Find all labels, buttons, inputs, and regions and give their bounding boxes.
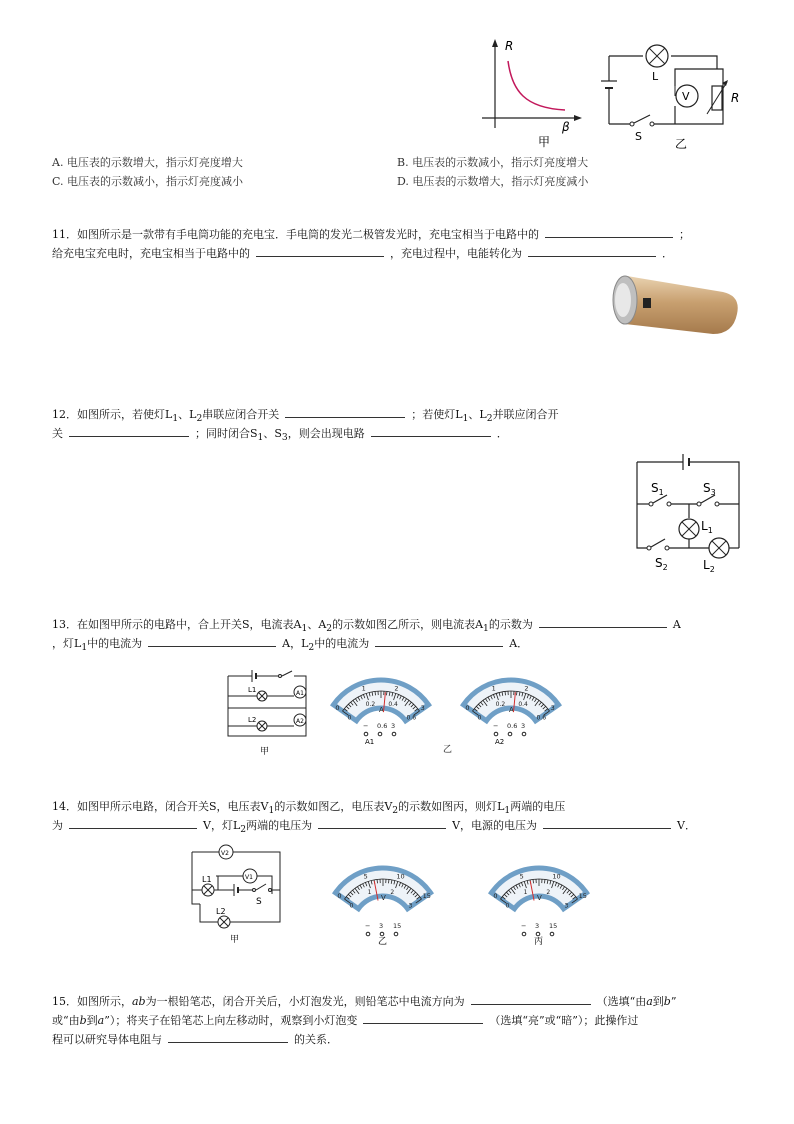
q14-circuit-v2-label: V2 [221,850,229,857]
q10-circuit-figure [595,36,745,151]
svg-text:0: 0 [349,902,354,910]
q11-line1: 11．如图所示是一款带有手电筒功能的充电宝．手电筒的发光二极管发光时，充电宝相当于电路中的 ； [52,225,690,245]
graph-axis-x-label: β [562,120,570,134]
q13-circuit-l2-label: L2 [248,716,257,724]
q15-blank-1[interactable] [471,992,591,1005]
q13-caption-yi: 乙 [443,745,453,755]
q12-line2: 关 ；同时闭合$S_1$、$S_3$，则会出现电路 ． [52,424,508,448]
ammeter-a1-name: A1 [365,738,375,746]
q11-blank-3[interactable] [528,244,656,257]
q13-circuit-a1-label: A1 [296,690,304,697]
svg-text:1: 1 [367,888,372,896]
svg-text:3: 3 [391,722,396,730]
q14-circuit-l2-label: L2 [216,907,226,916]
q14-voltmeter-yi [322,848,444,948]
svg-text:0.6: 0.6 [507,722,518,730]
svg-text:0.6: 0.6 [536,714,547,722]
svg-text:3: 3 [420,704,425,713]
svg-text:0.4: 0.4 [518,700,528,708]
q14-circuit-figure [188,842,288,950]
q14-blank-3[interactable] [543,816,671,829]
option-d[interactable]: D. 电压表的示数增大，指示灯亮度减小 [397,175,589,188]
svg-text:0: 0 [335,704,340,713]
q14-blank-2[interactable] [318,816,446,829]
svg-text:0: 0 [505,902,510,910]
svg-text:0: 0 [493,892,498,901]
svg-text:1: 1 [361,684,366,693]
q14-line2: 为 V，灯$L_2$两端的电压为 V，电源的电压为 V． [52,816,696,840]
graph-caption: 甲 [538,135,551,149]
svg-text:−: − [363,722,369,730]
svg-text:10: 10 [552,872,561,881]
q13-line1: 13．在如图甲所示的电路中，合上开关S，电流表$A_1$、$A_2$的示数如图乙所示，则电流表$A_1$的示数为 A [52,615,681,639]
q13-line2: ，灯$L_1$中的电流为 A，$L_2$中的电流为 A． [52,634,528,658]
lamp-label: L [652,70,659,83]
q14-caption-yi: 乙 [378,937,388,947]
q12-blank-1[interactable] [285,405,405,418]
q15-line1: 15．如图所示，ab为一根铅笔芯，闭合开关后，小灯泡发光，则铅笔芯中电流方向为 （选填“由a到b” [52,992,676,1012]
svg-text:0: 0 [347,714,352,722]
q11-blank-2[interactable] [256,244,384,257]
circuit-caption: 乙 [675,137,688,151]
q11-line2: 给充电宝充电时，充电宝相当于电路中的 ，充电过程中，电能转化为 ． [52,244,673,264]
svg-text:5: 5 [519,872,524,881]
switch-label: S [635,130,642,143]
power-bank-image [605,262,745,347]
svg-text:0.6: 0.6 [406,714,417,722]
svg-text:0.6: 0.6 [377,722,388,730]
fig-l2-label: $L_2$ [703,558,715,574]
q13-ammeter-a1 [320,660,442,752]
voltmeter-label: V [682,90,690,103]
option-a[interactable]: A. 电压表的示数增大，指示灯亮度增大 [52,156,243,169]
svg-text:−: − [521,922,527,930]
svg-text:1: 1 [523,888,528,896]
q14-blank-1[interactable] [69,816,197,829]
svg-text:15: 15 [422,892,431,901]
q13-blank-2[interactable] [148,634,276,647]
q13-caption-jia: 甲 [260,747,270,757]
q12-line1: 12．如图所示，若使灯$L_1$、$L_2$串联应闭合开关 ；若使灯$L_1$、$L_2$并联应闭合开 [52,405,559,429]
svg-text:2: 2 [390,888,395,896]
svg-text:3: 3 [535,922,540,930]
svg-text:A: A [509,706,514,714]
svg-text:2: 2 [546,888,551,896]
svg-text:0: 0 [337,892,342,901]
resistor-label: R [731,91,740,105]
svg-text:A: A [379,706,384,714]
q11-blank-1[interactable] [545,225,673,238]
svg-text:0.2: 0.2 [495,700,506,708]
q14-circuit-v1-label: V1 [245,874,253,881]
svg-text:10: 10 [396,872,405,881]
q13-blank-3[interactable] [375,634,503,647]
svg-text:0: 0 [477,714,482,722]
svg-text:3: 3 [550,704,555,713]
q13-blank-1[interactable] [539,615,667,628]
graph-axis-y-label: R [505,39,514,53]
svg-text:0: 0 [465,704,470,713]
option-c[interactable]: C. 电压表的示数减小，指示灯亮度减小 [52,175,244,188]
q15-blank-2[interactable] [363,1011,483,1024]
q12-blank-2[interactable] [69,424,189,437]
option-b[interactable]: B. 电压表的示数减小，指示灯亮度增大 [397,156,589,169]
svg-text:15: 15 [393,922,402,930]
q12-blank-3[interactable] [371,424,491,437]
svg-text:2: 2 [394,684,399,693]
svg-text:V: V [381,894,386,902]
svg-text:3: 3 [379,922,384,930]
svg-text:2: 2 [524,684,529,693]
q13-circuit-a2-label: A2 [296,718,304,725]
q15-line3: 程可以研究导体电阻与 的关系． [52,1030,338,1050]
q15-blank-3[interactable] [168,1030,288,1043]
fig-l1-label: $L_1$ [701,519,713,535]
svg-text:15: 15 [578,892,587,901]
q14-circuit-s-label: S [256,897,262,907]
svg-text:−: − [365,922,371,930]
svg-text:0.4: 0.4 [388,700,398,708]
fig-s2-label: $S_2$ [655,556,668,572]
fig-s3-label: $S_3$ [703,481,716,497]
svg-text:1: 1 [491,684,496,693]
q13-ammeter-a2 [450,660,572,752]
q13-circuit-figure [222,668,314,760]
q15-line2: 或“由b到a”）；将夹子在铅笔芯上向左移动时，观察到小灯泡变 （选填“亮”或“暗”）；此操作过 [52,1011,638,1031]
svg-text:V: V [537,894,542,902]
svg-text:3: 3 [521,722,526,730]
svg-text:3: 3 [408,902,413,910]
q13-circuit-l1-label: L1 [248,686,257,694]
fig-s1-label: $S_1$ [651,481,664,497]
svg-text:3: 3 [564,902,569,910]
q14-caption-bing: 丙 [534,937,544,947]
q12-circuit-figure [627,452,745,574]
q14-caption-jia: 甲 [230,935,240,945]
svg-text:5: 5 [363,872,368,881]
ammeter-a2-name: A2 [495,738,505,746]
q14-voltmeter-bing [478,848,600,948]
svg-text:15: 15 [549,922,558,930]
svg-text:0.2: 0.2 [365,700,376,708]
svg-text:−: − [493,722,499,730]
q14-circuit-l1-label: L1 [202,875,212,884]
q10-graph-figure [470,36,585,151]
q14-line1: 14．如图甲所示电路，闭合开关S，电压表$V_1$的示数如图乙，电压表$V_2$的示数如图丙，则灯$L_1$两端的电压 [52,800,566,817]
